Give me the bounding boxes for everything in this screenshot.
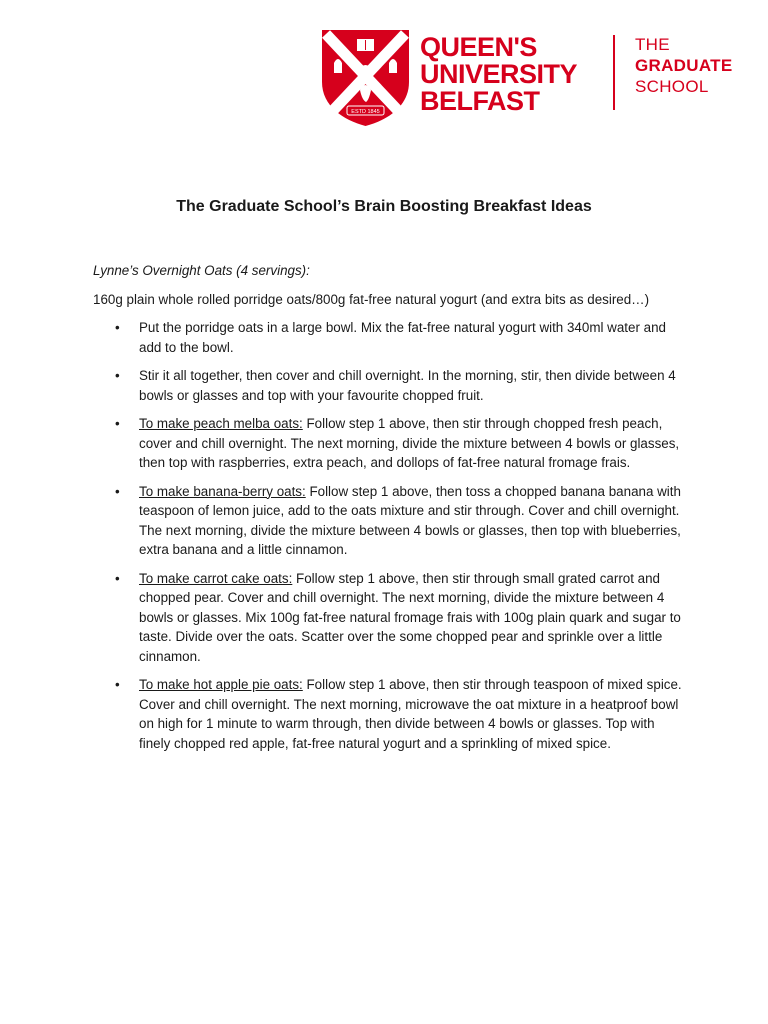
ingredients-intro: 160g plain whole rolled porridge oats/800g fat-free natural yogurt (and extra bits as desired…): [93, 291, 650, 307]
graduate-school-line-1: THE: [635, 35, 670, 54]
step-text: Put the porridge oats in a large bowl. Mix the fat-free natural yogurt with 340ml water and add to the bowl.: [139, 320, 666, 355]
graduate-school-wordmark: [635, 34, 732, 97]
list-item: [93, 482, 683, 560]
step-label: To make carrot cake oats:: [139, 570, 293, 586]
step-text: Follow step 1 above, then toss a chopped banana banana with teaspoon of lemon juice, add to the oats mixture and stir through. Cover and chill overnight. The next morning, divide the mixture between 4 bowls or glasses, then top with blueberries, extra banana and a little cinnamon.: [139, 483, 681, 557]
bullet-icon: •: [115, 320, 120, 335]
header: [322, 30, 742, 130]
step-text: Follow step 1 above, then stir through chopped fresh peach, cover and chill overnight. The next morning, divide the mixture between 4 bowls or glasses, then top with raspberries, extra peach, and dollops of fat-free natural fromage frais.: [139, 416, 680, 470]
bullet-icon: •: [115, 368, 120, 383]
recipe-steps-list: [93, 318, 683, 753]
wordmark-line-2: UNIVERSITY: [420, 59, 578, 89]
list-item: [93, 366, 683, 405]
step-label: To make banana-berry oats:: [139, 483, 306, 499]
list-item: [93, 569, 683, 667]
document-content: [93, 261, 683, 762]
document-title: The Graduate School’s Brain Boosting Breakfast Ideas: [176, 198, 592, 215]
step-text: Follow step 1 above, then stir through teaspoon of mixed spice. Cover and chill overnight. The next morning, microwave the oat mixture in a heatproof bowl on high for 1 minute to warm through, then divide between 4 bowls or glasses. Top with finely chopped red apple, fat-free natural yogurt and a sprinkling of mixed spice.: [139, 677, 682, 751]
university-wordmark: [420, 34, 577, 115]
wordmark-line-1: QUEEN'S: [420, 32, 537, 62]
step-label: To make hot apple pie oats:: [139, 677, 303, 692]
graduate-school-line-2: GRADUATE: [635, 56, 733, 75]
step-text: Follow step 1 above, then stir through small grated carrot and chopped pear. Cover and chill overnight. The next morning, divide the mixture between 4 bowls or glasses. Mix 100g fat-free natural fromage frais with 100g plain quark and sugar to taste. Divide over the oats. Scatter over the some chopped pear and sprinkle over a little cinnamon.: [139, 570, 681, 664]
list-item: [93, 414, 683, 473]
crest-text: ESTD 1845: [351, 109, 380, 115]
university-crest-icon: [322, 30, 409, 126]
graduate-school-line-3: SCHOOL: [635, 77, 709, 96]
bullet-icon: •: [115, 677, 120, 692]
logo-divider: [613, 35, 615, 110]
step-label: To make peach melba oats:: [139, 416, 303, 431]
recipe-subtitle: Lynne’s Overnight Oats (4 servings):: [93, 263, 310, 278]
bullet-icon: •: [115, 570, 120, 586]
wordmark-line-3: BELFAST: [420, 86, 540, 116]
bullet-icon: •: [115, 416, 120, 431]
bullet-icon: •: [115, 483, 120, 499]
list-item: [93, 675, 683, 753]
list-item: [93, 318, 683, 357]
step-text: Stir it all together, then cover and chill overnight. In the morning, stir, then divide between 4 bowls or glasses and top with your favourite chopped fruit.: [139, 368, 676, 403]
